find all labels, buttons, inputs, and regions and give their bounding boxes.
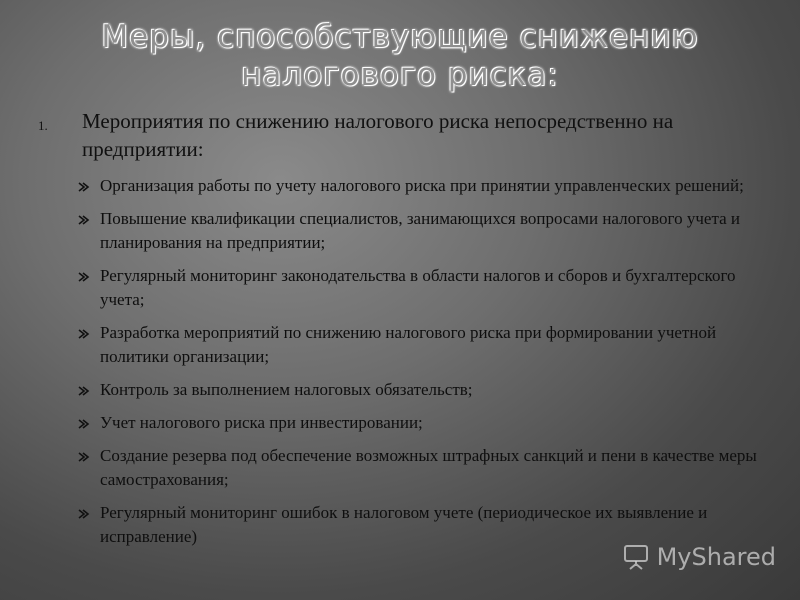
measures-list xyxy=(78,174,778,558)
arrow-chevron-icon xyxy=(78,386,90,396)
list-item-text: Регулярный мониторинг законодательства в области налогов и сборов и бухгалтерского учета; xyxy=(100,266,736,309)
list-item-text: Разработка мероприятий по снижению налогового риска при формировании учетной политики организации; xyxy=(100,323,717,366)
arrow-chevron-icon xyxy=(78,329,90,339)
list-item xyxy=(78,174,778,198)
slide-title xyxy=(60,18,740,94)
list-item-text: Регулярный мониторинг ошибок в налоговом учете (периодическое их выявление и исправление) xyxy=(100,503,708,546)
arrow-chevron-icon xyxy=(78,272,90,282)
list-item-text: Организация работы по учету налогового риска при принятии управленческих решений; xyxy=(100,176,744,195)
list-number: 1. xyxy=(38,118,48,133)
list-item xyxy=(78,411,778,435)
presentation-board-icon xyxy=(621,542,651,572)
slide-title-line-1: Меры, способствующие снижению xyxy=(101,19,699,55)
list-item-text: Создание резерва под обеспечение возможных штрафных санкций и пени в качестве меры самострахования; xyxy=(100,446,757,489)
list-item xyxy=(78,378,778,402)
list-item xyxy=(78,321,778,369)
arrow-chevron-icon xyxy=(78,215,90,225)
list-item-text: Повышение квалификации специалистов, занимающихся вопросами налогового учета и планирования на предприятии; xyxy=(100,209,740,252)
list-item-text: Контроль за выполнением налоговых обязательств; xyxy=(100,380,473,399)
list-item xyxy=(78,264,778,312)
arrow-chevron-icon xyxy=(78,182,90,192)
lead-text: Мероприятия по снижению налогового риска непосредственно на предприятии: xyxy=(82,109,674,161)
arrow-chevron-icon xyxy=(78,419,90,429)
list-item xyxy=(78,444,778,492)
list-item-text: Учет налогового риска при инвестировании; xyxy=(100,413,423,432)
slide-title-line-2: налогового риска: xyxy=(241,57,559,93)
arrow-chevron-icon xyxy=(78,509,90,519)
watermark-text: MyShared xyxy=(656,543,776,571)
watermark xyxy=(621,542,776,572)
list-item xyxy=(78,207,778,255)
arrow-chevron-icon xyxy=(78,452,90,462)
